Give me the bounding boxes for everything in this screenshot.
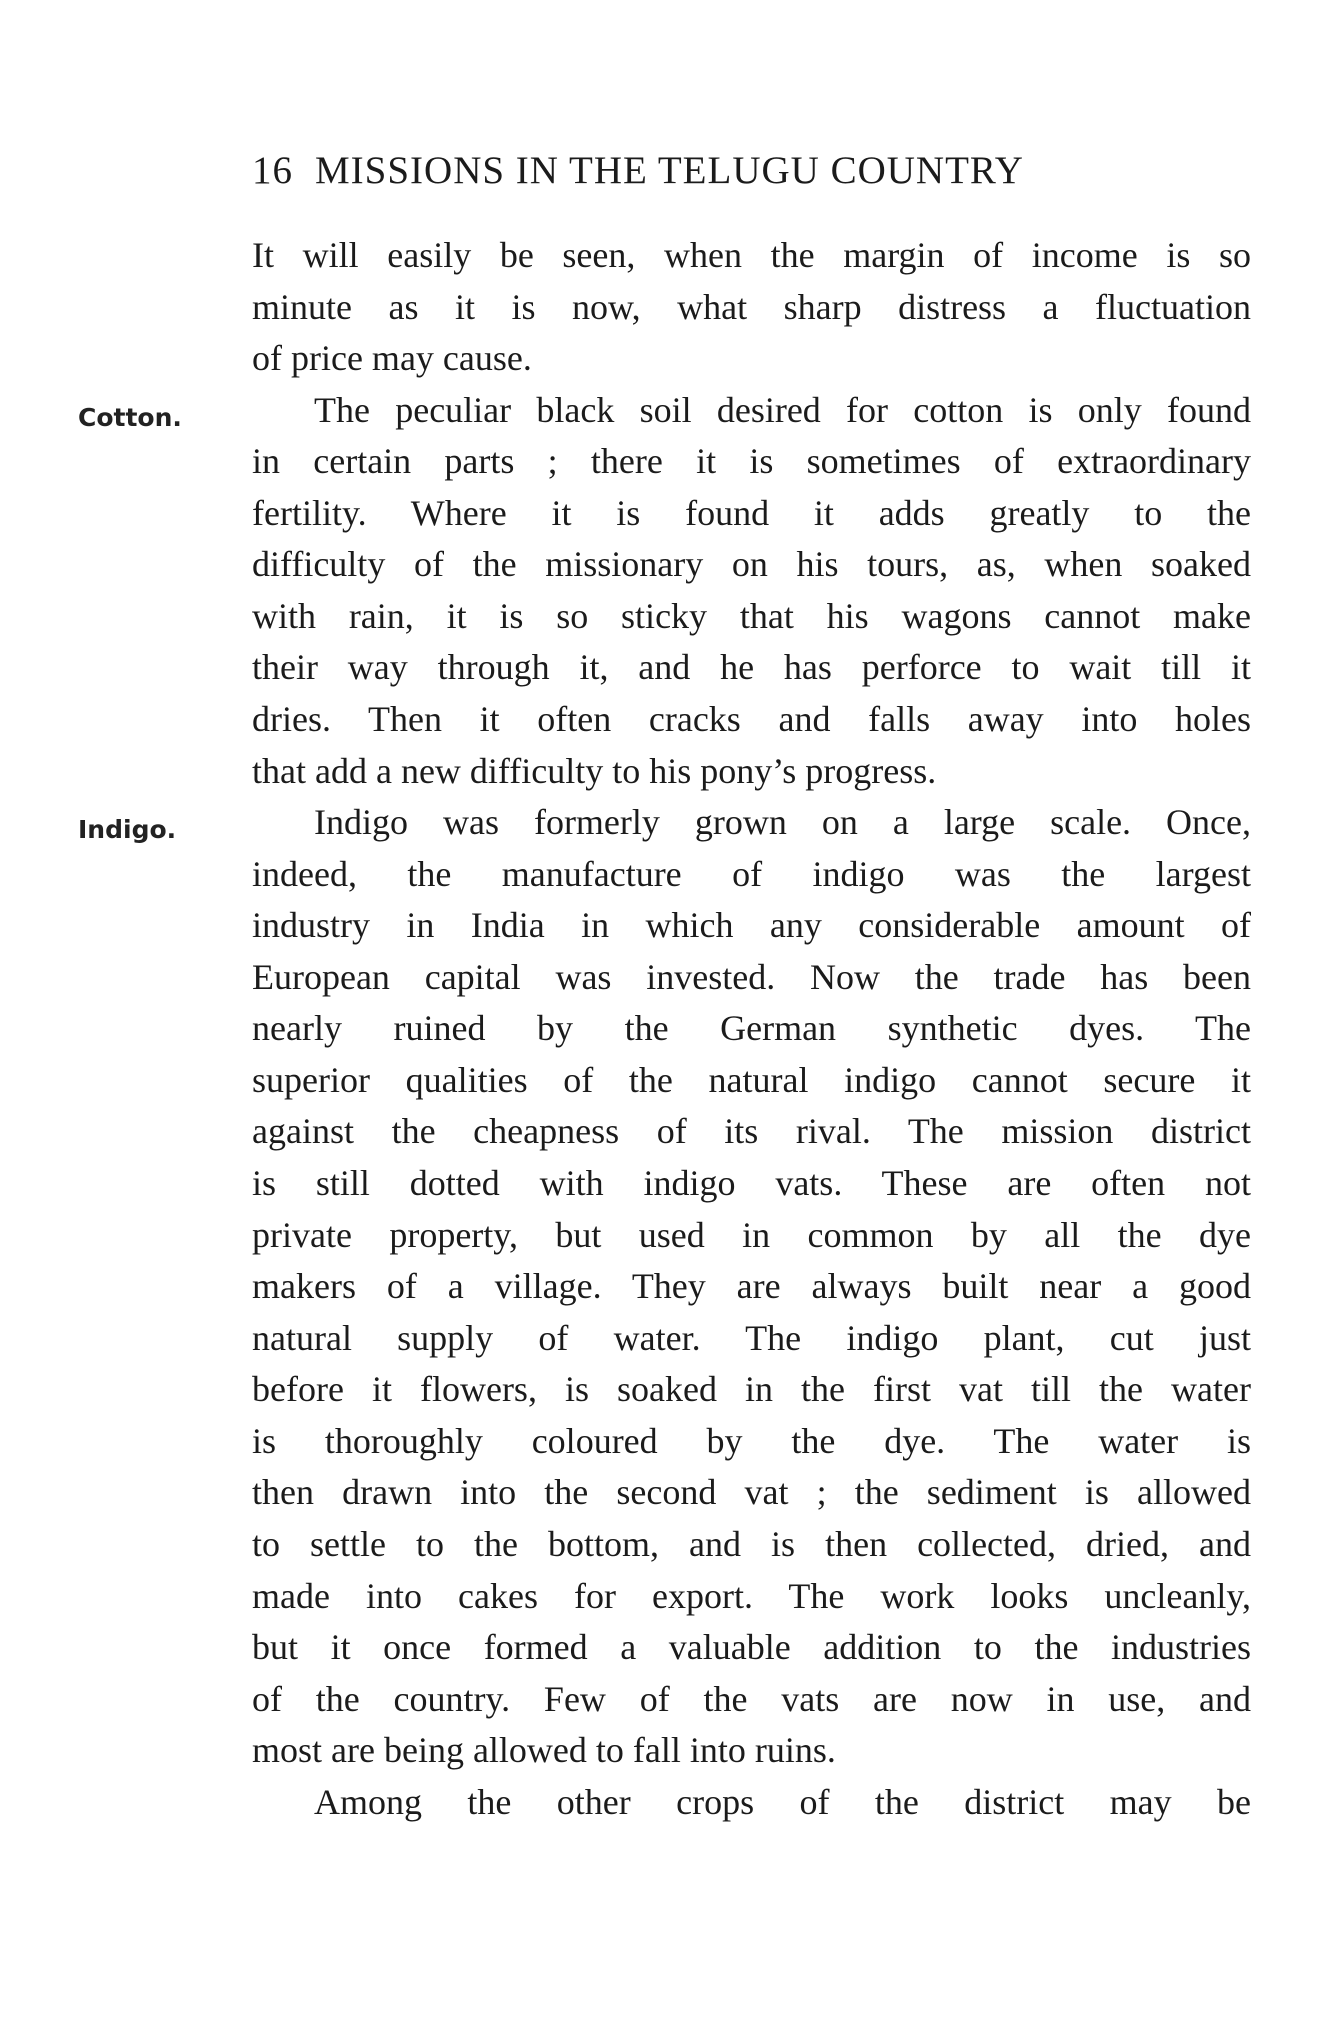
margin-note-indigo: Indigo. — [78, 815, 177, 844]
text-line: most are being allowed to fall into ruins. — [252, 1730, 836, 1770]
text-line: makers of a village. They are always built near a good — [252, 1266, 1251, 1306]
text-line: fertility. Where it is found it adds greatly to the — [252, 493, 1251, 533]
text-line: made into cakes for export. The work looks uncleanly, — [252, 1576, 1251, 1616]
text-line: before it flowers, is soaked in the first vat till the water — [252, 1369, 1251, 1409]
text-line: with rain, it is so sticky that his wagons cannot make — [252, 596, 1251, 636]
text-line: nearly ruined by the German synthetic dyes. The — [252, 1008, 1251, 1048]
text-line: against the cheapness of its rival. The mission district — [252, 1111, 1251, 1151]
running-title: MISSIONS IN THE TELUGU COUNTRY — [315, 149, 1024, 192]
text-line: that add a new difficulty to his pony’s progress. — [252, 751, 937, 791]
text-line: but it once formed a valuable addition to the industries — [252, 1627, 1251, 1667]
text-line: indeed, the manufacture of indigo was the largest — [252, 854, 1251, 894]
text-line: European capital was invested. Now the trade has been — [252, 957, 1251, 997]
text-line: It will easily be seen, when the margin of income is so — [252, 235, 1251, 275]
text-line: The peculiar black soil desired for cotton is only found — [314, 390, 1251, 430]
text-line: private property, but used in common by all the dye — [252, 1215, 1251, 1255]
margin-note-cotton: Cotton. — [78, 403, 182, 432]
text-line: industry in India in which any considerable amount of — [252, 905, 1251, 945]
text-line: their way through it, and he has perforce to wait till it — [252, 647, 1251, 687]
text-line: difficulty of the missionary on his tours, as, when soaked — [252, 544, 1251, 584]
text-line: of the country. Few of the vats are now in use, and — [252, 1679, 1251, 1719]
text-line: in certain parts ; there it is sometimes of extraordinary — [252, 441, 1251, 481]
text-line: superior qualities of the natural indigo cannot secure it — [252, 1060, 1251, 1100]
text-line: natural supply of water. The indigo plant, cut just — [252, 1318, 1251, 1358]
text-line: then drawn into the second vat ; the sediment is allowed — [252, 1472, 1251, 1512]
text-line: dries. Then it often cracks and falls away into holes — [252, 699, 1251, 739]
text-line: Indigo was formerly grown on a large scale. Once, — [314, 802, 1251, 842]
running-head — [252, 148, 1024, 193]
page-number: 16 — [252, 149, 293, 192]
text-line: is thoroughly coloured by the dye. The water is — [252, 1421, 1251, 1461]
text-line: minute as it is now, what sharp distress a fluctuation — [252, 287, 1251, 327]
text-line: to settle to the bottom, and is then collected, dried, and — [252, 1524, 1251, 1564]
text-line: of price may cause. — [252, 338, 532, 378]
text-line: is still dotted with indigo vats. These are often not — [252, 1163, 1251, 1203]
text-line: Among the other crops of the district may be — [314, 1782, 1251, 1822]
